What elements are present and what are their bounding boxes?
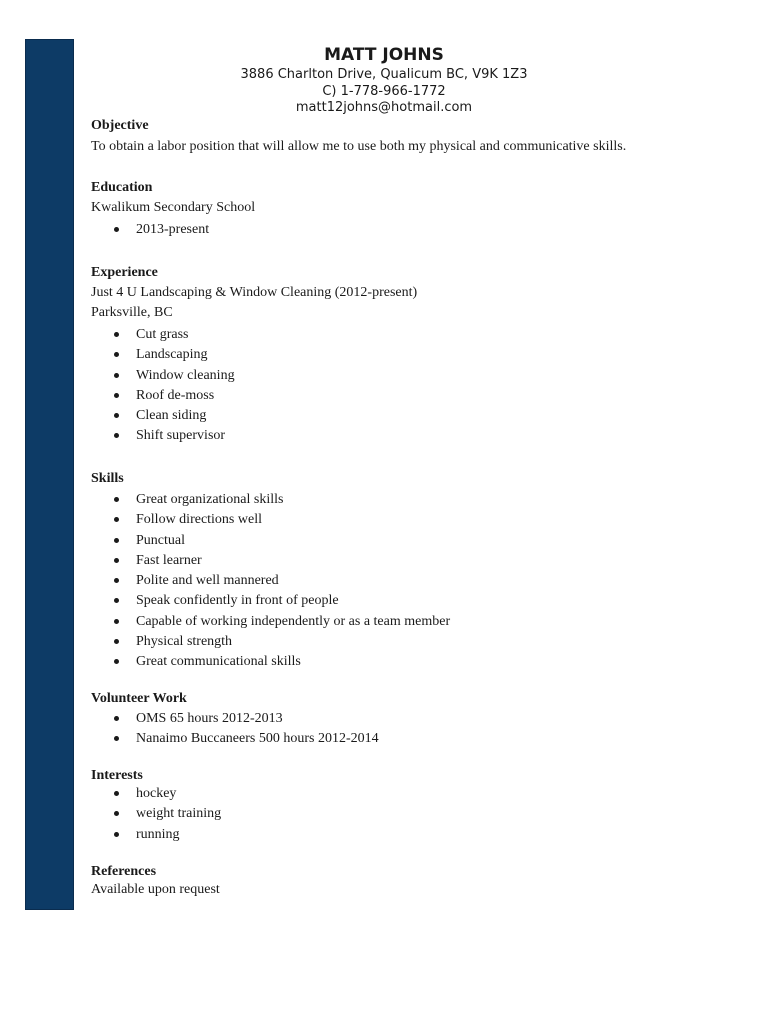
interests-heading: Interests (91, 768, 143, 783)
email-line: matt12johns@hotmail.com (295, 100, 473, 115)
references-text: Available upon request (91, 882, 220, 897)
experience-location: Parksville, BC (91, 305, 173, 320)
education-list (91, 221, 209, 241)
applicant-name: MATT JOHNS (324, 45, 444, 65)
address-line: 3886 Charlton Drive, Qualicum BC, V9K 1Z3 (240, 67, 528, 82)
list-item: Cut grass (91, 326, 235, 346)
list-item: Polite and well mannered (91, 572, 450, 592)
references-heading: References (91, 864, 157, 879)
list-item: Roof de-moss (91, 387, 235, 407)
list-item: Punctual (91, 532, 450, 552)
volunteer-heading: Volunteer Work (91, 691, 187, 706)
phone-line: C) 1-778-966-1772 (322, 84, 446, 99)
list-item: Nanaimo Buccaneers 500 hours 2012-2014 (91, 730, 379, 750)
list-item: OMS 65 hours 2012-2013 (91, 710, 379, 730)
side-accent-bar (25, 39, 74, 910)
experience-heading: Experience (91, 265, 158, 280)
education-school: Kwalikum Secondary School (91, 200, 256, 215)
list-item: Follow directions well (91, 511, 450, 531)
interests-list (91, 785, 221, 846)
volunteer-list (91, 710, 379, 751)
list-item: Clean siding (91, 407, 235, 427)
list-item: Landscaping (91, 346, 235, 366)
list-item: weight training (91, 805, 221, 825)
list-item: Great communicational skills (91, 653, 450, 673)
list-item: running (91, 826, 221, 846)
objective-text: To obtain a labor position that will allow me to use both my physical and communicative skills. (91, 139, 627, 154)
list-item: Fast learner (91, 552, 450, 572)
list-item: Physical strength (91, 633, 450, 653)
objective-heading: Objective (91, 118, 149, 133)
list-item: Speak confidently in front of people (91, 592, 450, 612)
list-item: Great organizational skills (91, 491, 450, 511)
skills-list (91, 491, 450, 674)
list-item: Shift supervisor (91, 427, 235, 447)
experience-list (91, 326, 235, 448)
skills-heading: Skills (91, 471, 124, 486)
list-item: Capable of working independently or as a team member (91, 613, 450, 633)
education-heading: Education (91, 180, 153, 195)
list-item: hockey (91, 785, 221, 805)
list-item: 2013-present (91, 221, 209, 241)
list-item: Window cleaning (91, 367, 235, 387)
experience-job: Just 4 U Landscaping & Window Cleaning (2012-present) (91, 285, 418, 300)
